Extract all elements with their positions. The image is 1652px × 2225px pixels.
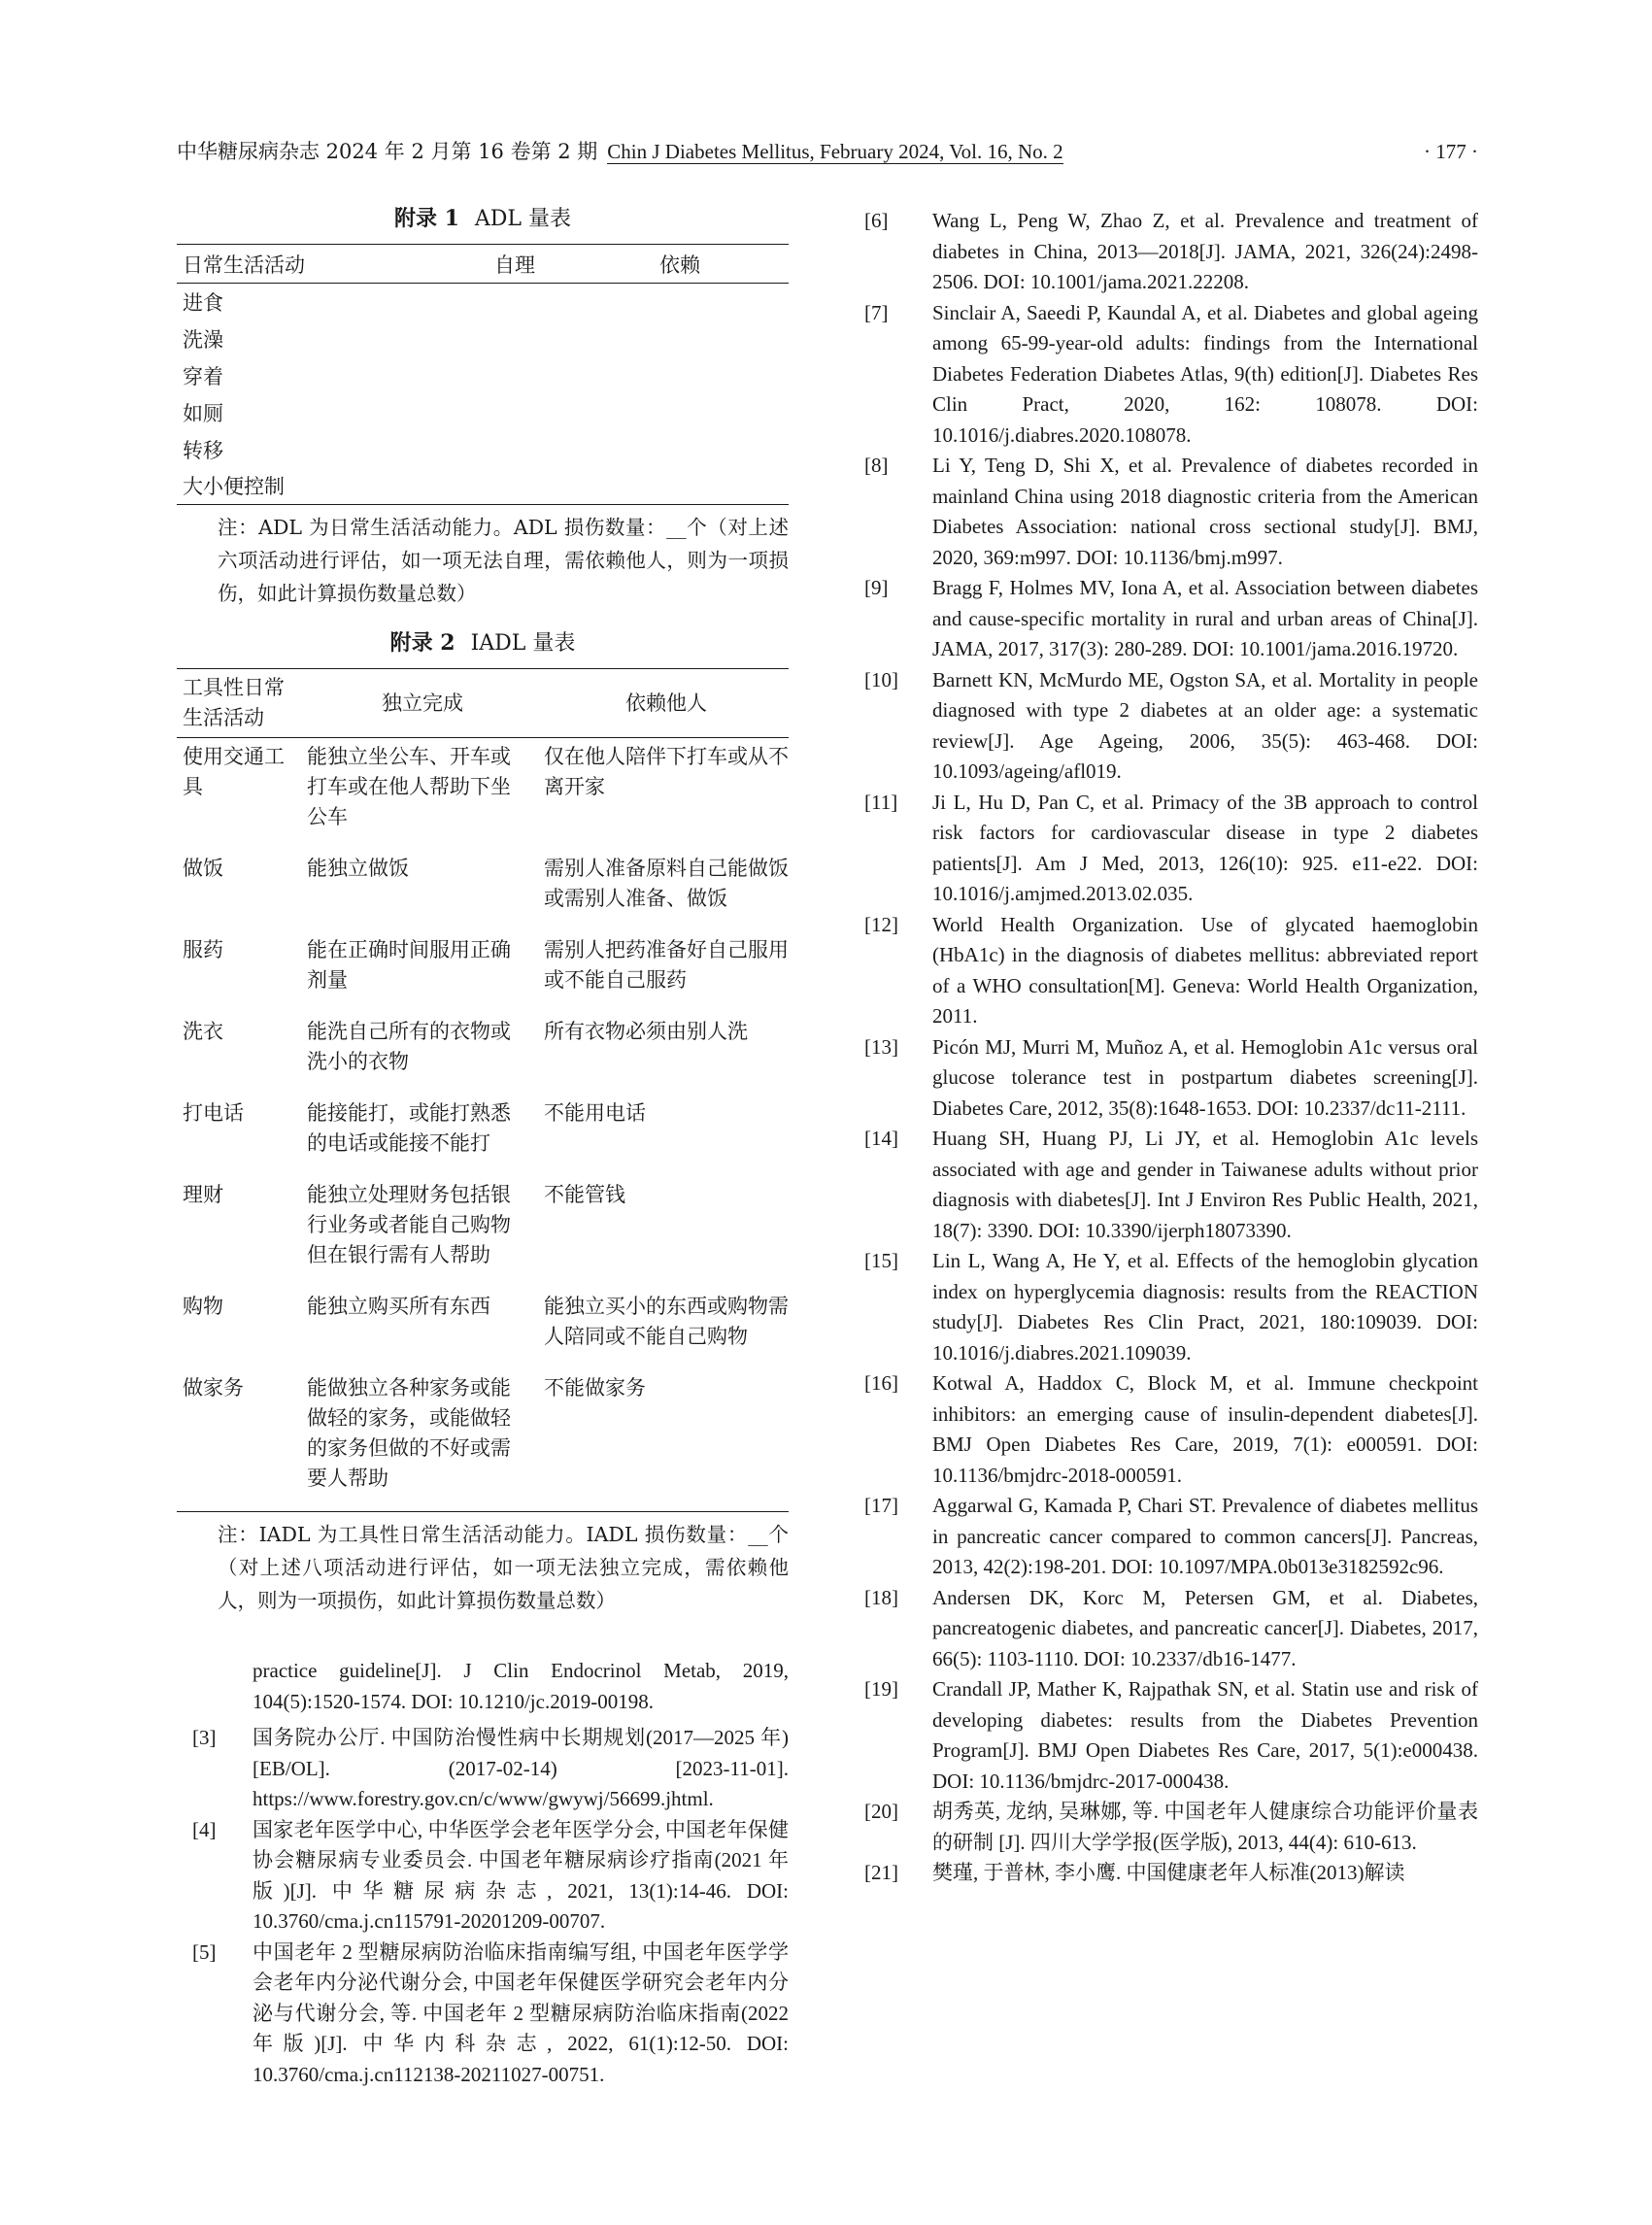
- journal-citation: [177, 134, 1063, 169]
- table-row: [177, 1095, 789, 1176]
- iadl-independent: 能独立处理财务包括银行业务或者能自己购物但在银行需有人帮助: [307, 1183, 511, 1266]
- reference-list-right: [864, 206, 1478, 1889]
- iadl-independent: 能接能打，或能打熟悉的电话或能接不能打: [307, 1101, 511, 1155]
- table-row: [177, 738, 789, 851]
- table-row: [177, 1288, 789, 1369]
- reference-text: Crandall JP, Mather K, Rajpathak SN, et al. Statin use and risk of developing diabetes: results from the Diabetes Prevention Program[J]. BMJ Open Diabetes Res Care, 2017, 5(1):e000438. DOI: 10.1136/bmjdrc-2017-000438.: [932, 1677, 1478, 1793]
- reference-list-left: [177, 1723, 789, 2090]
- reference-item: [177, 1723, 789, 1815]
- adl-row-label: 大小便控制: [177, 468, 458, 505]
- iadl-activity: 打电话: [183, 1101, 244, 1125]
- table-row: [177, 320, 789, 357]
- left-column: [177, 199, 789, 2090]
- iadl-activity: 做饭: [183, 857, 223, 880]
- reference-text: Picón MJ, Murri M, Muñoz A, et al. Hemoglobin A1c versus oral glucose tolerance test in postpartum diabetes screening[J]. Diabetes Care, 2012, 35(8):1648-1653. DOI: 10.2337/dc11-2111.: [932, 1034, 1478, 1120]
- iadl-activity: 购物: [183, 1295, 223, 1318]
- reference-number: [19]: [864, 1677, 898, 1701]
- appendix1-title: ADL 量表: [474, 207, 572, 231]
- iadl-independent: 能洗自己所有的衣物或洗小的衣物: [307, 1020, 511, 1073]
- reference-item: [864, 1246, 1478, 1368]
- reference-item: [864, 573, 1478, 665]
- iadl-activity: 洗衣: [183, 1020, 223, 1043]
- table-row: [177, 1013, 789, 1095]
- iadl-activity: 做家务: [177, 1369, 301, 1512]
- iadl-table: [177, 668, 789, 1512]
- reference-continuation: practice guideline[J]. J Clin Endocrinol Metab, 2019, 104(5):1520-1574. DOI: 10.1210/jc.2019-00198.: [253, 1659, 789, 1713]
- reference-number: [11]: [864, 790, 898, 814]
- adl-col-dependent: 依赖: [565, 245, 789, 284]
- reference-text: 国家老年医学中心, 中华医学会老年医学分会, 中国老年保健协会糖尿病专业委员会. 中国老年糖尿病诊疗指南(2021 年版)[J]. 中华糖尿病杂志, 2021, 13(1):14-46. DOI: 10.3760/cma.j.cn115791-20201209-00707.: [253, 1817, 789, 1933]
- reference-number: [12]: [864, 912, 898, 936]
- reference-text: Lin L, Wang A, He Y, et al. Effects of the hemoglobin glycation index on hyperglycemia diagnosis: results from the REACTION study[J]. Diabetes Res Clin Pract, 2021, 180:109039. DOI: 10.1016/j.diabres.2021.109039.: [932, 1249, 1478, 1365]
- adl-table: [177, 244, 789, 505]
- adl-col-self: 自理: [458, 245, 565, 284]
- iadl-activity: 使用交通工具: [183, 745, 285, 798]
- iadl-dependent: 所有衣物必须由别人洗: [544, 1020, 748, 1043]
- reference-item: [864, 1124, 1478, 1246]
- reference-item: [864, 910, 1478, 1032]
- table-row: [177, 468, 789, 505]
- reference-text: Barnett KN, McMurdo ME, Ogston SA, et al. Mortality in people diagnosed with type 2 diabetes at an older age: a systematic review[J]. Age Ageing, 2006, 35(5): 463-468. DOI: 10.1093/ageing/afl019.: [932, 667, 1478, 783]
- iadl-dependent: 不能用电话: [544, 1101, 646, 1125]
- reference-item: [864, 451, 1478, 573]
- appendix2-label: 附录 2: [389, 630, 455, 656]
- iadl-activity: 理财: [183, 1183, 223, 1206]
- reference-text: Sinclair A, Saeedi P, Kaundal A, et al. Diabetes and global ageing among 65-99-year-old adults: findings from the International Diabetes Federation Diabetes Atlas, 9(th) edition[J]. Diabetes Res Clin Pract, 2020, 162: 108078. DOI: 10.1016/j.diabres.2020.108078.: [932, 300, 1478, 447]
- running-header: [177, 134, 1478, 169]
- reference-number: [9]: [864, 576, 889, 599]
- reference-number: [6]: [864, 209, 889, 232]
- reference-text: Li Y, Teng D, Shi X, et al. Prevalence of diabetes recorded in mainland China using 2018 diagnostic criteria from the American Diabetes Association: national cross sectional study[J]. BMJ, 2020, 369:m997. DOI: 10.1136/bmj.m997.: [932, 454, 1478, 569]
- reference-item: [864, 665, 1478, 788]
- reference-text: Andersen DK, Korc M, Petersen GM, et al. Diabetes, pancreatogenic diabetes, and pancreatic cancer[J]. Diabetes, 2017, 66(5): 1103-1110. DOI: 10.2337/db16-1477.: [932, 1585, 1478, 1670]
- table-row: [177, 1369, 789, 1512]
- iadl-independent: 能独立坐公车、开车或打车或在他人帮助下坐公车: [307, 745, 511, 828]
- journal-en: Chin J Diabetes Mellitus, February 2024, Vol. 16, No. 2: [607, 140, 1063, 163]
- reference-number: [20]: [864, 1800, 898, 1823]
- table-row: [177, 931, 789, 1013]
- appendix2-title: IADL 量表: [470, 631, 576, 656]
- table-row: [177, 1176, 789, 1288]
- iadl-activity: 服药: [183, 938, 223, 961]
- reference-number: [15]: [864, 1249, 898, 1272]
- iadl-independent: 能在正确时间服用正确剂量: [307, 938, 511, 992]
- adl-row-label: 穿着: [183, 364, 223, 388]
- iadl-dependent: 需别人把药准备好自己服用或不能自己服药: [544, 938, 789, 992]
- page-number: · 177 ·: [1424, 140, 1478, 163]
- iadl-dependent: 不能管钱: [544, 1183, 625, 1206]
- reference-number: [13]: [864, 1034, 898, 1059]
- reference-number: [14]: [864, 1127, 898, 1150]
- reference-text: 国务院办公厅. 中国防治慢性病中长期规划(2017—2025 年) [EB/OL]. (2017-02-14) [2023-11-01]. https://www.forestry.gov.cn/c/www/gwywj/56699.jhtml.: [253, 1726, 789, 1810]
- iadl-independent: 能独立做饭: [307, 857, 409, 880]
- reference-item: [864, 788, 1478, 910]
- reference-text: 胡秀英, 龙纳, 吴琳娜, 等. 中国老年人健康综合功能评价量表的研制 [J]. 四川大学学报(医学版), 2013, 44(4): 610-613.: [932, 1800, 1478, 1854]
- adl-row-label: 进食: [183, 290, 223, 315]
- reference-text: Aggarwal G, Kamada P, Chari ST. Prevalence of diabetes mellitus in pancreatic cancer compared to common cancers[J]. Pancreas, 2013, 42(2):198-201. DOI: 10.1097/MPA.0b013e3182592c96.: [932, 1494, 1478, 1578]
- iadl-independent: 能独立购买所有东西: [307, 1295, 490, 1318]
- reference-item: [864, 1491, 1478, 1583]
- right-column: [864, 206, 1478, 1889]
- adl-row-label: 如厕: [183, 401, 223, 425]
- reference-text: Huang SH, Huang PJ, Li JY, et al. Hemoglobin A1c levels associated with age and gender in Taiwanese adults without prior diagnosis with diabetes[J]. Int J Environ Res Public Health, 2021, 18(7): 3390. DOI: 10.3390/ijerph18073390.: [932, 1127, 1478, 1242]
- reference-item: [864, 1797, 1478, 1858]
- reference-number: [7]: [864, 300, 889, 324]
- reference-text: Wang L, Peng W, Zhao Z, et al. Prevalence and treatment of diabetes in China, 2013—2018[J]. JAMA, 2021, 326(24):2498-2506. DOI: 10.1001/jama.2021.22208.: [932, 209, 1478, 293]
- adl-note-text: 注：ADL 为日常生活活动能力。ADL 损伤数量：__个（对上述六项活动进行评估，如一项无法自理，需依赖他人，则为一项损伤，如此计算损伤数量总数）: [218, 516, 789, 605]
- reference-number: [16]: [864, 1371, 898, 1395]
- adl-row-label: 洗澡: [183, 327, 223, 352]
- reference-item: [864, 1674, 1478, 1797]
- reference-number: [10]: [864, 667, 898, 691]
- adl-row-label: 转移: [183, 438, 223, 462]
- adl-note: [177, 505, 789, 610]
- appendix1-caption: [177, 199, 789, 244]
- table-row: [177, 394, 789, 431]
- iadl-col-activity: 工具性日常生活活动: [177, 669, 301, 738]
- appendix1-label: 附录 1: [393, 206, 459, 231]
- reference-item: [864, 1032, 1478, 1125]
- reference-text: Kotwal A, Haddox C, Block M, et al. Immune checkpoint inhibitors: an emerging cause of insulin-dependent diabetes[J]. BMJ Open Diabetes Res Care, 2019, 7(1): e000591. DOI: 10.1136/bmjdrc-2018-000591.: [932, 1371, 1478, 1487]
- iadl-col-independent: 独立完成: [301, 669, 538, 738]
- reference-item: [864, 298, 1478, 452]
- reference-text: 樊瑾, 于普林, 李小鹰. 中国健康老年人标准(2013)解读: [932, 1861, 1405, 1884]
- reference-text: Ji L, Hu D, Pan C, et al. Primacy of the 3B approach to control risk factors for cardiovascular disease in type 2 diabetes patients[J]. Am J Med, 2013, 126(10): 925. e11-e22. DOI: 10.1016/j.amjmed.2013.02.035.: [932, 790, 1478, 905]
- reference-item: [864, 206, 1478, 298]
- iadl-note: [177, 1512, 789, 1617]
- iadl-independent: 能做独立各种家务或能做轻的家务，或能做轻的家务但做的不好或需要人帮助: [301, 1369, 538, 1512]
- reference-number: [5]: [192, 1939, 217, 1964]
- appendix2-caption: [177, 624, 789, 668]
- reference-item: [864, 1368, 1478, 1491]
- iadl-dependent: 仅在他人陪伴下打车或从不离开家: [544, 745, 789, 798]
- reference-text: Bragg F, Holmes MV, Iona A, et al. Association between diabetes and cause-specific mortality in rural and urban areas of China[J]. JAMA, 2017, 317(3): 280-289. DOI: 10.1001/jama.2016.19720.: [932, 576, 1478, 660]
- reference-number: [18]: [864, 1585, 898, 1609]
- iadl-note-text: 注：IADL 为工具性日常生活活动能力。IADL 损伤数量：__个（对上述八项活动进行评估，如一项无法独立完成，需依赖他人，则为一项损伤，如此计算损伤数量总数）: [218, 1523, 789, 1612]
- table-row: [177, 284, 789, 320]
- reference-item: [177, 1938, 789, 2091]
- adl-col-activity: 日常生活活动: [177, 245, 458, 284]
- journal-cn: 中华糖尿病杂志 2024 年 2 月第 16 卷第 2 期: [177, 140, 598, 163]
- reference-number: [17]: [864, 1494, 898, 1517]
- iadl-dependent: 能独立买小的东西或购物需人陪同或不能自己购物: [544, 1295, 789, 1348]
- table-row: [177, 850, 789, 931]
- reference-item: [177, 1815, 789, 1938]
- reference-number: [3]: [192, 1726, 217, 1749]
- iadl-col-dependent: 依赖他人: [538, 669, 789, 738]
- reference-number: [21]: [864, 1861, 898, 1884]
- table-row: [177, 431, 789, 468]
- reference-item: [864, 1858, 1478, 1889]
- reference-number: [8]: [864, 454, 889, 477]
- reference-text: 中国老年 2 型糖尿病防治临床指南编写组, 中国老年医学学会老年内分泌代谢分会, 中国老年保健医学研究会老年内分泌与代谢分会, 等. 中国老年 2 型糖尿病防治临床指南(2022 年版)[J]. 中华内科杂志, 2022, 61(1):12-50. DOI: 10.3760/cma.j.cn112138-20211027-00751.: [253, 1939, 789, 2086]
- iadl-dependent: 需别人准备原料自己能做饭或需别人准备、做饭: [544, 857, 789, 910]
- reference-number: [4]: [192, 1817, 217, 1841]
- iadl-dependent: 不能做家务: [538, 1369, 789, 1512]
- table-row: [177, 357, 789, 394]
- reference-text: World Health Organization. Use of glycated haemoglobin (HbA1c) in the diagnosis of diabetes mellitus: abbreviated report of a WHO consultation[M]. Geneva: World Health Organization, 2011.: [932, 912, 1478, 1028]
- reference-item: [864, 1583, 1478, 1675]
